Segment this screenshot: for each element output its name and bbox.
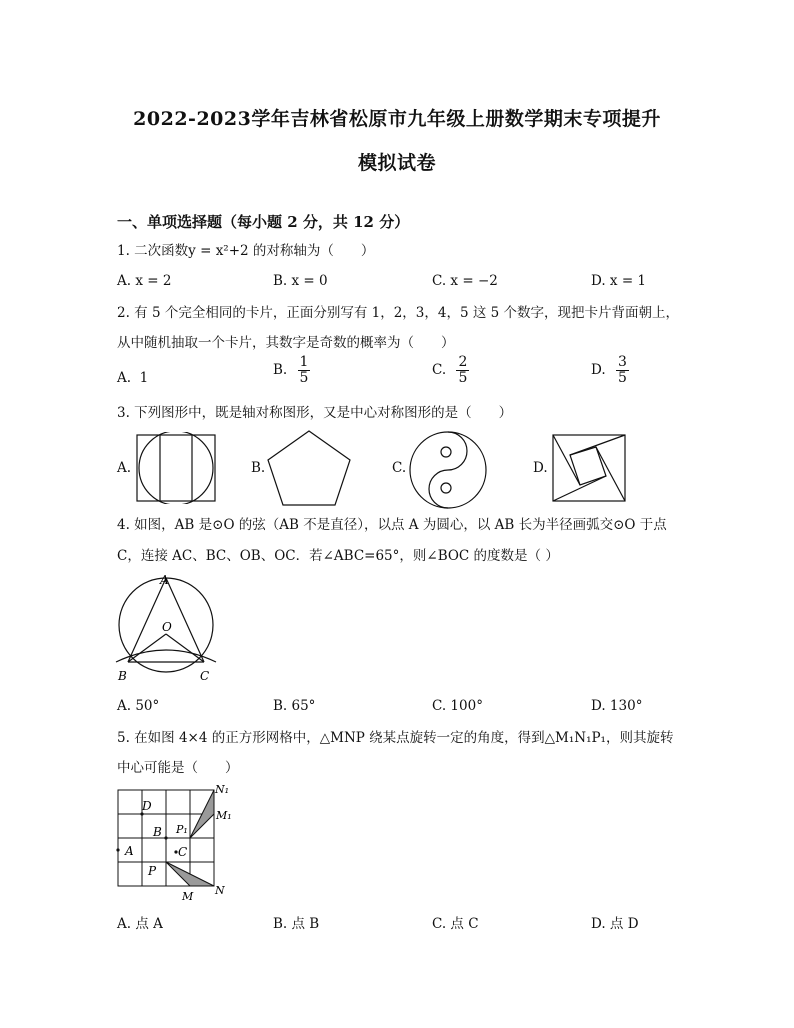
- q5-point-b: [164, 836, 167, 839]
- q4-option-d: D. 130°: [591, 698, 643, 714]
- q4-label-a: A: [160, 573, 169, 587]
- q5-option-d: D. 点 D: [591, 916, 639, 932]
- q3-option-b-label: B.: [251, 460, 266, 476]
- q2-option-b-label: B.: [273, 362, 288, 378]
- q4-option-c: C. 100°: [432, 698, 483, 714]
- q3-option-c-label: C.: [392, 460, 407, 476]
- q5-point-a: [116, 848, 119, 851]
- q5-option-b: B. 点 B: [273, 916, 320, 932]
- q3-a-circle: [139, 432, 213, 504]
- q3-c-s-curve: [429, 432, 467, 508]
- q1-option-c: C. x = −2: [432, 273, 498, 289]
- q2-option-a-value: 1: [139, 370, 149, 386]
- question-2-stem-line2: 从中随机抽取一个卡片，其数字是奇数的概率为（ ）: [117, 335, 455, 351]
- q3-figure-b: [264, 428, 354, 508]
- q2-option-c: [432, 355, 469, 386]
- q2-option-c-fraction: [456, 355, 469, 386]
- question-3-stem: 3. 下列图形中，既是轴对称图形，又是中心对称图形的是（ ）: [117, 405, 513, 421]
- q2-option-d: [591, 355, 629, 386]
- q1-option-b: B. x = 0: [273, 273, 328, 289]
- q2-option-a-label: A.: [117, 370, 132, 386]
- q2-option-a: [117, 370, 148, 386]
- q5-label-p: P: [148, 864, 157, 878]
- q2-option-b-denominator: 5: [299, 370, 309, 386]
- q3-figure-a: [134, 432, 218, 504]
- q4-label-o: O: [162, 620, 172, 634]
- q4-label-b: B: [118, 669, 127, 683]
- q5-label-n: N: [215, 884, 225, 897]
- q5-label-a: A: [125, 844, 134, 858]
- q2-option-d-label: D.: [591, 362, 606, 378]
- q5-figure: [112, 782, 242, 904]
- q5-label-d: D: [142, 799, 152, 813]
- q3-c-dot-top: [441, 447, 451, 457]
- q2-option-c-numerator: 2: [458, 354, 468, 370]
- q3-option-a-label: A.: [117, 460, 132, 476]
- q2-option-d-denominator: 5: [617, 370, 627, 386]
- q5-label-p1: P₁: [176, 823, 188, 836]
- q4-figure: [110, 568, 222, 684]
- q5-option-a: A. 点 A: [117, 916, 163, 932]
- q2-option-b: [273, 355, 310, 386]
- q5-label-m: M: [182, 890, 194, 903]
- q1-option-d: D. x = 1: [591, 273, 647, 289]
- q3-a-square: [137, 435, 215, 501]
- q5-label-n1: N₁: [215, 783, 230, 796]
- q3-figure-c: [406, 428, 490, 512]
- question-2-stem-line1: 2. 有 5 个完全相同的卡片，正面分别写有 1，2，3，4，5 这 5 个数字，现把卡片背面朝上，: [117, 305, 680, 321]
- q3-option-d-label: D.: [533, 460, 548, 476]
- q2-option-d-fraction: [616, 355, 629, 386]
- q2-option-d-numerator: 3: [617, 354, 627, 370]
- q4-option-b: B. 65°: [273, 698, 316, 714]
- q3-c-dot-bottom: [441, 483, 451, 493]
- q2-option-b-numerator: 1: [299, 354, 309, 370]
- question-5-stem-line1: 5. 在如图 4×4 的正方形网格中，△MNP 绕某点旋转一定的角度，得到△M₁N₁P₁，则其旋转: [117, 730, 674, 746]
- question-5-stem-line2: 中心可能是（ ）: [117, 760, 239, 776]
- question-4-stem-line2: C，连接 AC、BC、OB、OC．若∠ABC=65°，则∠BOC 的度数是（ ）: [117, 548, 559, 564]
- q3-d-line-2: [596, 447, 625, 501]
- q1-option-a: A. x = 2: [117, 273, 172, 289]
- page-subtitle: 模拟试卷: [357, 152, 436, 174]
- q2-option-c-denominator: 5: [458, 370, 468, 386]
- q3-b-pentagon: [268, 431, 350, 505]
- page-title: 2022-2023学年吉林省松原市九年级上册数学期末专项提升: [133, 108, 661, 130]
- q4-option-a: A. 50°: [117, 698, 160, 714]
- q5-label-b: B: [153, 825, 162, 839]
- q3-d-line-4: [553, 435, 580, 485]
- q3-d-square: [553, 435, 625, 501]
- q5-label-c: C: [178, 845, 188, 859]
- section-heading: 一、单项选择题（每小题 2 分，共 12 分）: [117, 213, 410, 231]
- q5-option-c: C. 点 C: [432, 916, 479, 932]
- q2-option-b-fraction: [298, 355, 311, 386]
- q2-option-c-label: C.: [432, 362, 447, 378]
- question-1-stem: 1. 二次函数y = x²+2 的对称轴为（ ）: [117, 243, 375, 259]
- q3-figure-d: [550, 432, 630, 506]
- q5-label-m1: M₁: [216, 809, 232, 822]
- question-4-stem-line1: 4. 如图，AB 是⊙O 的弦（AB 不是直径），以点 A 为圆心，以 AB 长为半径画弧交⊙O 于点: [117, 517, 667, 533]
- q3-d-line-3: [553, 476, 606, 501]
- q4-label-c: C: [200, 669, 210, 683]
